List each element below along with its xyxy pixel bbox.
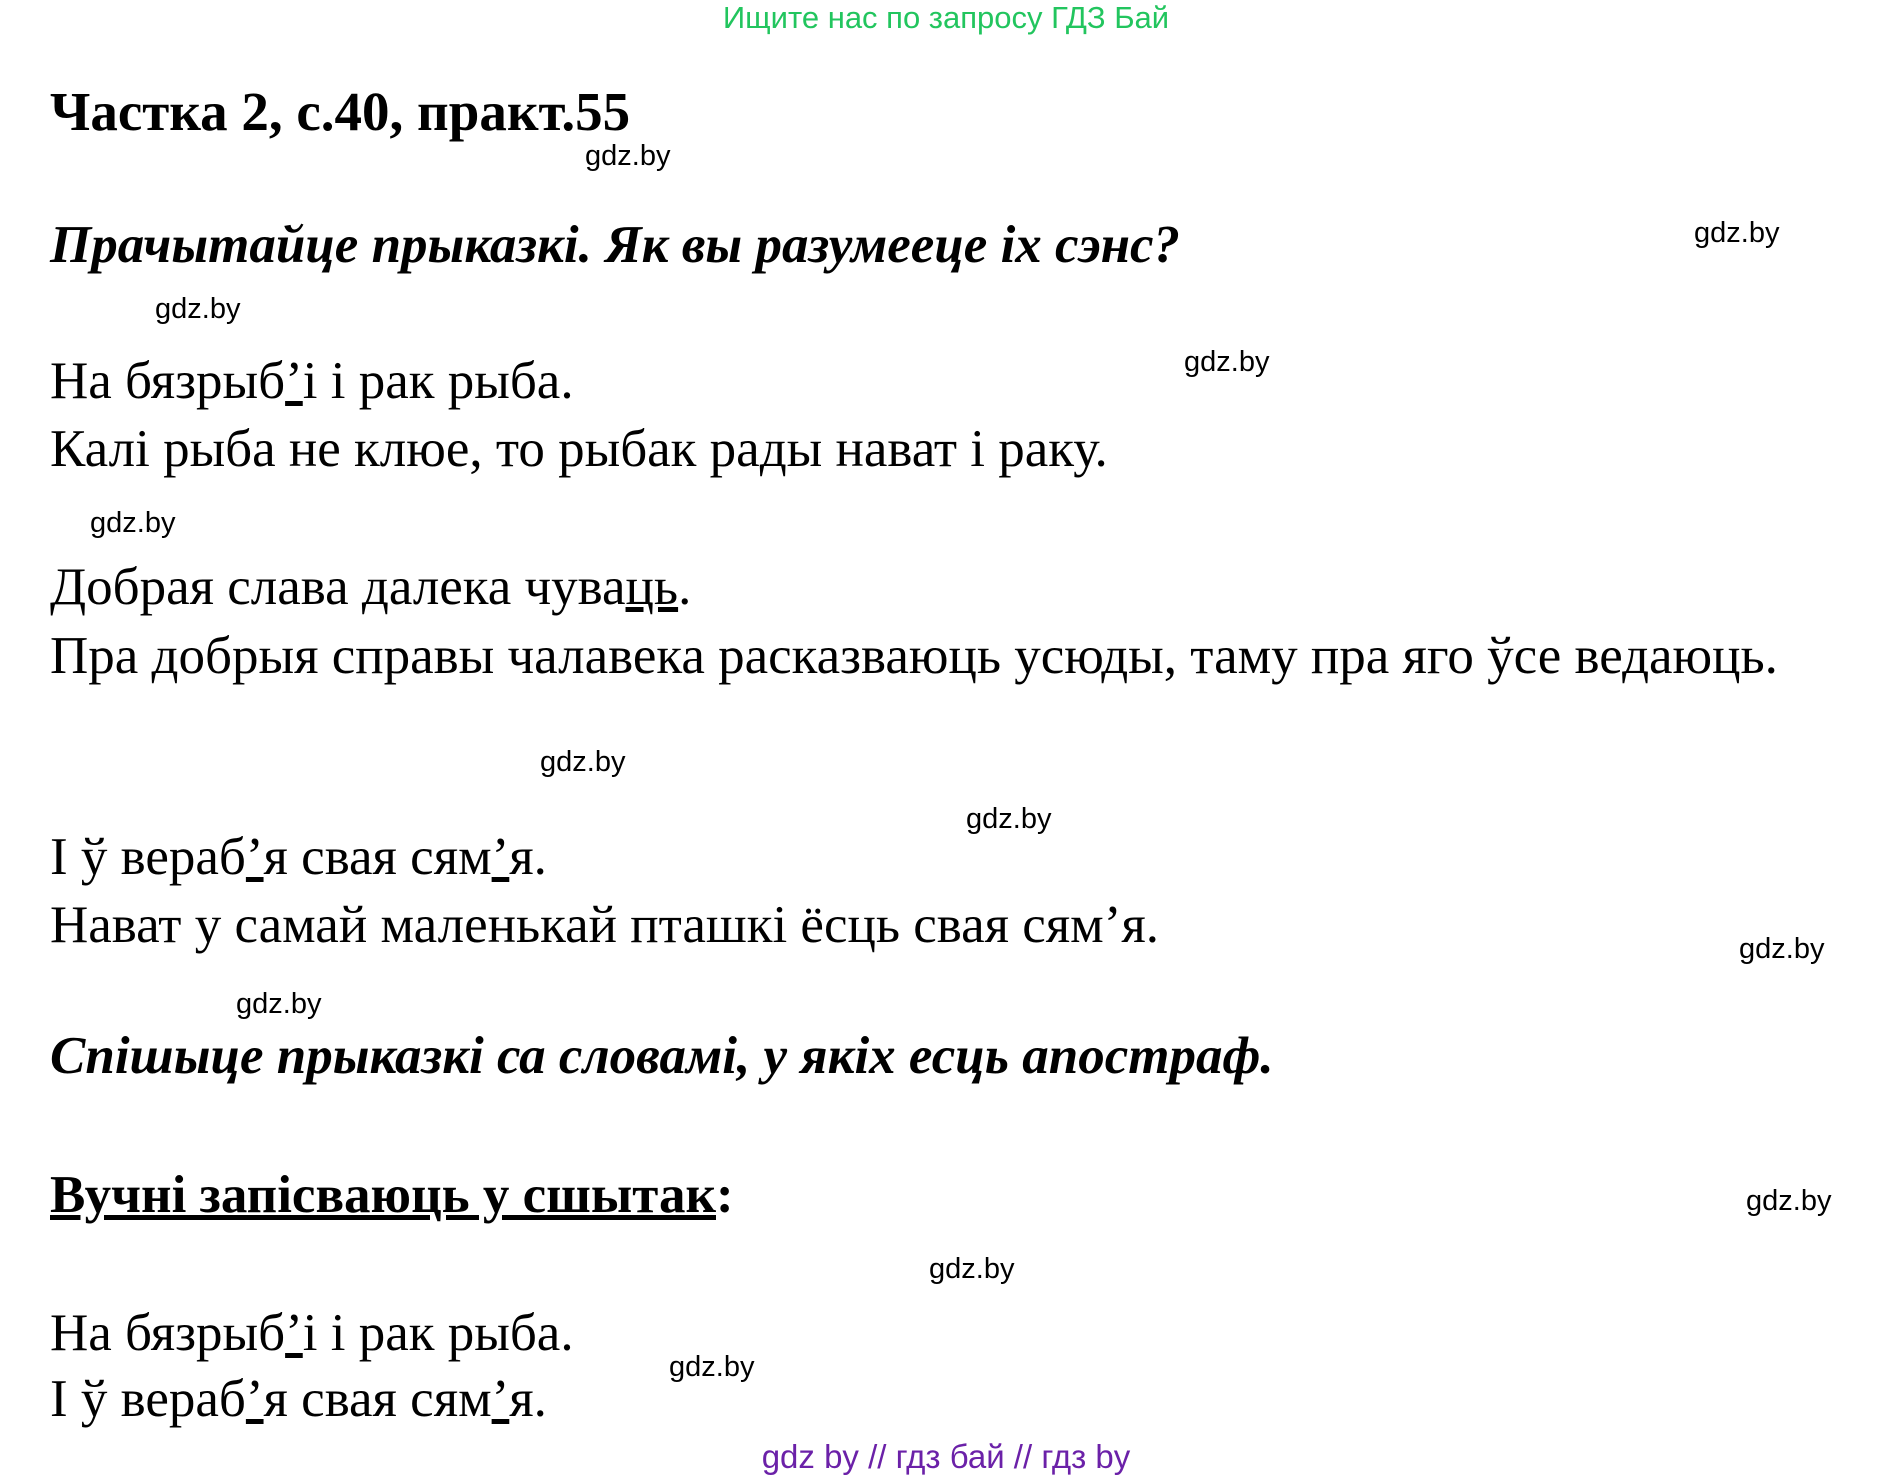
proverb-1-meaning: Калі рыба не клюе, то рыбак рады нават і раку. [50, 420, 1108, 478]
top-banner: Ищите нас по запросу ГДЗ Бай [722, 0, 1170, 35]
apostrophe-mark: ’ [285, 352, 303, 410]
section-heading-label: Вучні запісваюць у сшытак [50, 1166, 716, 1224]
task-instruction-write: Спішыце прыказкі са словамі, у якіх есць апостраф. [50, 1027, 1274, 1085]
apostrophe-mark: ’ [491, 1370, 510, 1428]
footer-links: gdz by // гдз бай // гдз by [761, 1438, 1131, 1475]
answer-1-suffix: і і рак рыба. [302, 1304, 574, 1362]
proverb-1-suffix: і і рак рыба. [302, 352, 574, 410]
proverb-2 [50, 556, 691, 618]
proverb-3-meaning: Нават у самай маленькай пташкі ёсць свая сям’я. [50, 896, 1159, 954]
answer-2-part-c: я. [509, 1370, 547, 1428]
answer-2-part-a: І ў вераб [50, 1370, 246, 1428]
watermark: gdz.by [1739, 933, 1825, 965]
task-instruction-read: Прачытайце прыказкі. Як вы разумееце іх сэнс? [50, 216, 1181, 274]
proverb-3-part-a: І ў вераб [50, 828, 246, 886]
watermark: gdz.by [236, 988, 322, 1020]
watermark: gdz.by [929, 1253, 1015, 1285]
watermark: gdz.by [1184, 346, 1270, 378]
proverb-3-part-c: я. [509, 828, 547, 886]
apostrophe-mark: ’ [285, 1304, 303, 1362]
section-heading [50, 1164, 734, 1226]
proverb-3 [50, 826, 547, 888]
apostrophe-mark: ’ [245, 1370, 264, 1428]
proverb-2-suffix: . [678, 558, 692, 616]
apostrophe-mark: ’ [491, 828, 510, 886]
watermark: gdz.by [1746, 1185, 1832, 1217]
proverb-2-prefix: Добрая слава далека чува [50, 558, 626, 616]
answer-2 [50, 1368, 547, 1430]
answer-1-prefix: На бязрыб [50, 1304, 286, 1362]
watermark: gdz.by [155, 293, 241, 325]
answer-1 [50, 1302, 574, 1364]
proverb-2-meaning: Пра добрыя справы чалавека расказваюць усюды, таму пра яго ўсе ведаюць. [50, 627, 1778, 685]
answer-2-part-b: я свая сям [263, 1370, 492, 1428]
apostrophe-mark: ’ [245, 828, 264, 886]
proverb-1 [50, 350, 574, 412]
watermark: gdz.by [585, 140, 671, 172]
proverb-3-part-b: я свая сям [263, 828, 492, 886]
soft-sign-mark: ць [625, 558, 679, 616]
watermark: gdz.by [966, 803, 1052, 835]
proverb-1-prefix: На бязрыб [50, 352, 286, 410]
watermark: gdz.by [1694, 217, 1780, 249]
section-heading-colon: : [716, 1166, 734, 1224]
watermark: gdz.by [90, 507, 176, 539]
page-heading: Частка 2, с.40, практ.55 [50, 81, 631, 142]
watermark: gdz.by [669, 1351, 755, 1383]
watermark: gdz.by [540, 746, 626, 778]
